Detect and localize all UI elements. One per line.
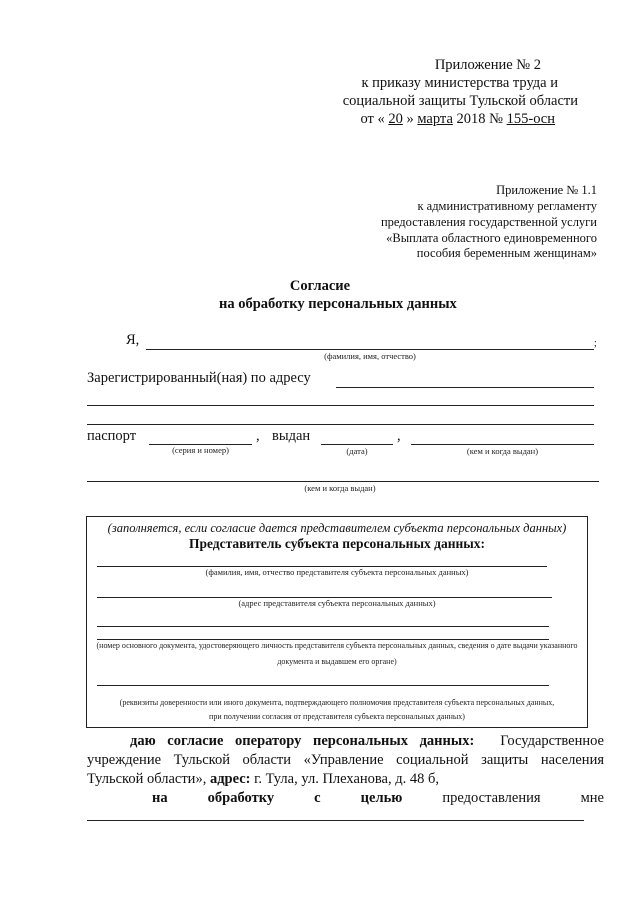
consent-bold: даю согласие оператору персональных данных: — [130, 733, 475, 749]
fio-field-end: ; — [594, 338, 597, 349]
date-year: 2018 — [456, 111, 486, 127]
issued-label: выдан — [272, 428, 311, 444]
i-label: Я, — [126, 332, 140, 348]
rep-proxy-caption-2: при получении согласия от представителя субъекта персональных данных) — [209, 712, 465, 721]
date-prefix: от « — [360, 111, 385, 127]
rep-proxy-field[interactable] — [97, 685, 549, 686]
number-sign: № — [489, 111, 503, 127]
passport-comma: , — [256, 428, 260, 444]
date-day: 20 — [388, 111, 403, 127]
rep-proxy-caption-1: (реквизиты доверенности или иного документа, подтверждающего полномочия представителя субъекта персональных данных, — [119, 698, 555, 707]
consent-line-4 — [152, 790, 604, 807]
rep-document-caption-2: документа и выдавшем его органе) — [277, 657, 397, 666]
appendix-2-date-line — [360, 111, 555, 128]
document-title: Согласие — [289, 278, 351, 294]
appendix-11-line2: предоставления государственной услуги — [380, 215, 597, 229]
address-label: адрес: — [209, 771, 251, 787]
consent-line-2: учреждение Тульской области «Управление социальной защиты населения — [87, 752, 604, 768]
registered-label: Зарегистрированный(ная) по адресу — [87, 370, 311, 386]
document-subtitle: на обработку персональных данных — [219, 296, 457, 312]
date-caption: (дата) — [346, 446, 368, 456]
appendix-11-line3: «Выплата областного единовременного — [386, 231, 597, 245]
appendix-2-line1: к приказу министерства труда и — [361, 75, 558, 91]
appendix-2-title: Приложение № 2 — [434, 57, 541, 73]
consent-line-3 — [87, 771, 439, 788]
purpose-word-6: мне — [580, 790, 604, 806]
consent-operator-end: Тульской области», — [87, 771, 207, 787]
purpose-field[interactable] — [87, 820, 584, 821]
passport-label: паспорт — [87, 428, 137, 444]
representative-note: (заполняется, если согласие дается представителем субъекта персональных данных) — [107, 521, 567, 535]
issuer-caption: (кем и когда выдан) — [466, 446, 539, 456]
issued-comma: , — [397, 428, 401, 444]
purpose-word-4: целью — [360, 790, 403, 806]
consent-operator: Государственное — [500, 733, 604, 749]
rep-fio-caption: (фамилия, имя, отчество представителя субъекта персональных данных) — [205, 567, 469, 577]
purpose-word-3: с — [314, 790, 321, 806]
appendix-11-title: Приложение № 1.1 — [496, 183, 597, 197]
issuer-field[interactable] — [411, 444, 594, 445]
rep-address-caption: (адрес представителя субъекта персональных данных) — [238, 598, 436, 608]
issuer-field-2[interactable] — [87, 481, 599, 482]
rep-document-field-1[interactable] — [97, 626, 549, 627]
purpose-word-2: обработку — [207, 790, 275, 806]
representative-box — [86, 516, 588, 728]
appendix-11-line1: к административному регламенту — [417, 199, 597, 213]
series-caption: (серия и номер) — [172, 445, 229, 455]
rep-document-caption-1: (номер основного документа, удостоверяющего личность представителя субъекта персональных данных, сведения о дате выдачи указанного — [96, 641, 578, 650]
consent-line-1 — [130, 733, 604, 750]
fio-caption: (фамилия, имя, отчество) — [324, 351, 416, 361]
fio-field[interactable] — [146, 349, 594, 350]
appendix-2-line2: социальной защиты Тульской области — [342, 93, 578, 109]
operator-address: г. Тула, ул. Плеханова, д. 48 б, — [254, 771, 439, 787]
appendix-11-line4: пособия беременным женщинам» — [416, 246, 597, 260]
issuer-caption-2: (кем и когда выдан) — [304, 483, 376, 493]
representative-title: Представитель субъекта персональных данных: — [188, 536, 486, 551]
date-mid: » — [406, 111, 414, 127]
address-field-1[interactable] — [336, 387, 594, 388]
address-field-2[interactable] — [87, 405, 594, 406]
address-field-3[interactable] — [87, 424, 594, 425]
date-month: марта — [417, 111, 453, 127]
rep-document-field-2[interactable] — [97, 639, 549, 640]
order-number: 155-осн — [506, 111, 555, 127]
issue-date-field[interactable] — [321, 444, 393, 445]
purpose-word-1: на — [152, 790, 168, 806]
purpose-word-5: предоставления — [442, 790, 541, 806]
